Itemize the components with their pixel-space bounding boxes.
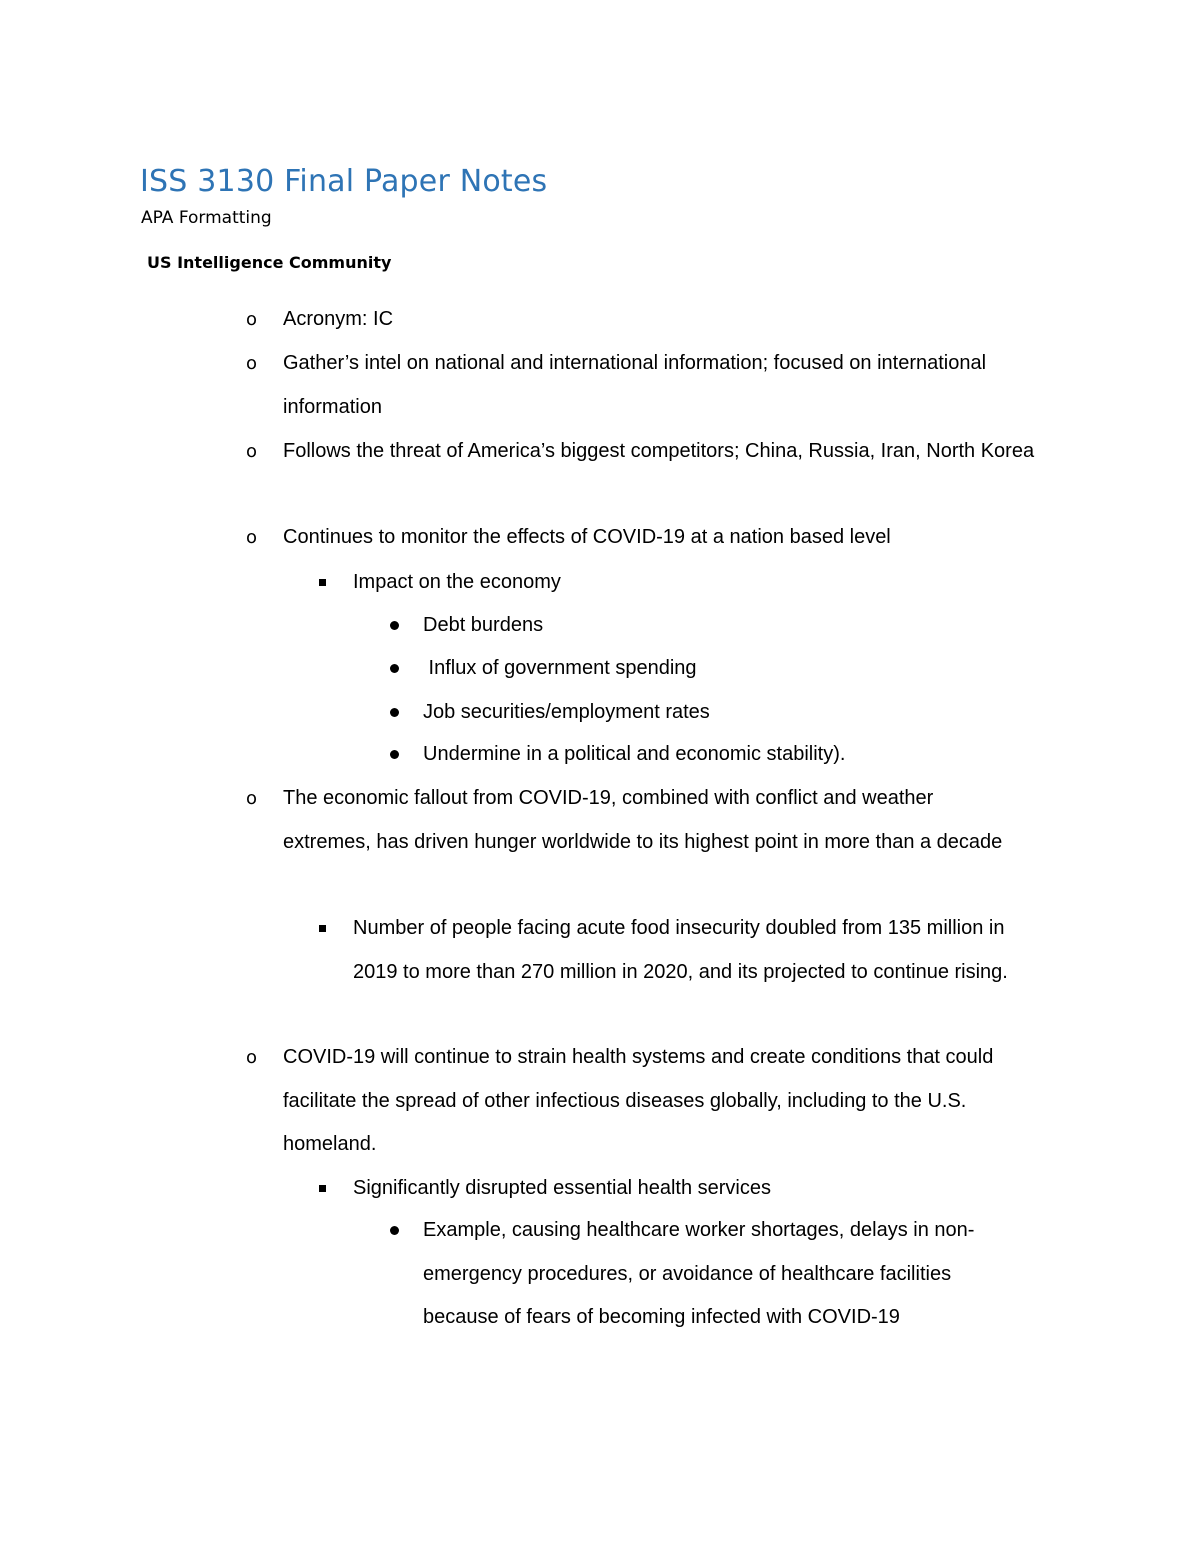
list-item-text: Follows the threat of America’s biggest competitors; China, Russia, Iran, North Korea xyxy=(283,440,1035,462)
list-item-text: Debt burdens xyxy=(423,614,544,636)
list-item xyxy=(353,907,1053,994)
list-item-text: Impact on the economy xyxy=(353,571,561,593)
list-item-text: Example, causing healthcare worker shortages, delays in non-emergency procedures, or avoidance of healthcare facilities because of fears of becoming infected with COVID-19 xyxy=(423,1219,975,1328)
list-item xyxy=(246,430,1043,474)
hollow-circle-bullet-icon: o xyxy=(246,527,258,548)
list-item xyxy=(246,777,1018,864)
list-item xyxy=(353,1167,1053,1211)
filled-circle-bullet-icon xyxy=(390,708,399,717)
list-item-text: Significantly disrupted essential health services xyxy=(353,1177,771,1199)
list-item xyxy=(423,1209,1023,1340)
list-item xyxy=(423,647,1063,691)
filled-circle-bullet-icon xyxy=(390,621,399,630)
square-bullet-icon xyxy=(319,925,326,932)
list-item-text: Influx of government spending xyxy=(423,657,697,679)
hollow-circle-bullet-icon: o xyxy=(246,1047,258,1068)
list-item-text: Gather’s intel on national and international information; focused on international information xyxy=(283,352,987,418)
hollow-circle-bullet-icon: o xyxy=(246,309,258,330)
list-item-text: Job securities/employment rates xyxy=(423,701,710,723)
list-item xyxy=(246,342,1073,429)
filled-circle-bullet-icon xyxy=(390,750,399,759)
list-item xyxy=(353,561,1053,605)
list-item xyxy=(246,298,1083,342)
square-bullet-icon xyxy=(319,579,326,586)
list-item-text: Acronym: IC xyxy=(283,308,394,330)
hollow-circle-bullet-icon: o xyxy=(246,788,258,809)
hollow-circle-bullet-icon: o xyxy=(246,353,258,374)
list-item xyxy=(246,1036,1063,1167)
filled-circle-bullet-icon xyxy=(390,664,399,673)
page-subtitle: APA Formatting xyxy=(141,208,272,228)
filled-circle-bullet-icon xyxy=(390,1226,399,1235)
list-item xyxy=(423,691,1063,735)
list-item-text: The economic fallout from COVID-19, combined with conflict and weather extremes, has driven hunger worldwide to its highest point in more than a decade xyxy=(283,787,1003,853)
list-item xyxy=(423,733,1063,777)
list-item xyxy=(246,516,1083,560)
section-heading: US Intelligence Community xyxy=(147,253,392,272)
list-item xyxy=(423,604,1063,648)
square-bullet-icon xyxy=(319,1185,326,1192)
page-title: ISS 3130 Final Paper Notes xyxy=(140,164,548,199)
hollow-circle-bullet-icon: o xyxy=(246,441,258,462)
list-item-text: Number of people facing acute food insecurity doubled from 135 million in 2019 to more than 270 million in 2020, and its projected to continue rising. xyxy=(353,917,1008,983)
list-item-text: Undermine in a political and economic stability). xyxy=(423,743,846,765)
list-item-text: Continues to monitor the effects of COVID-19 at a nation based level xyxy=(283,526,891,548)
list-item-text: COVID-19 will continue to strain health systems and create conditions that could facilitate the spread of other infectious diseases globally, including to the U.S. homeland. xyxy=(283,1046,994,1155)
